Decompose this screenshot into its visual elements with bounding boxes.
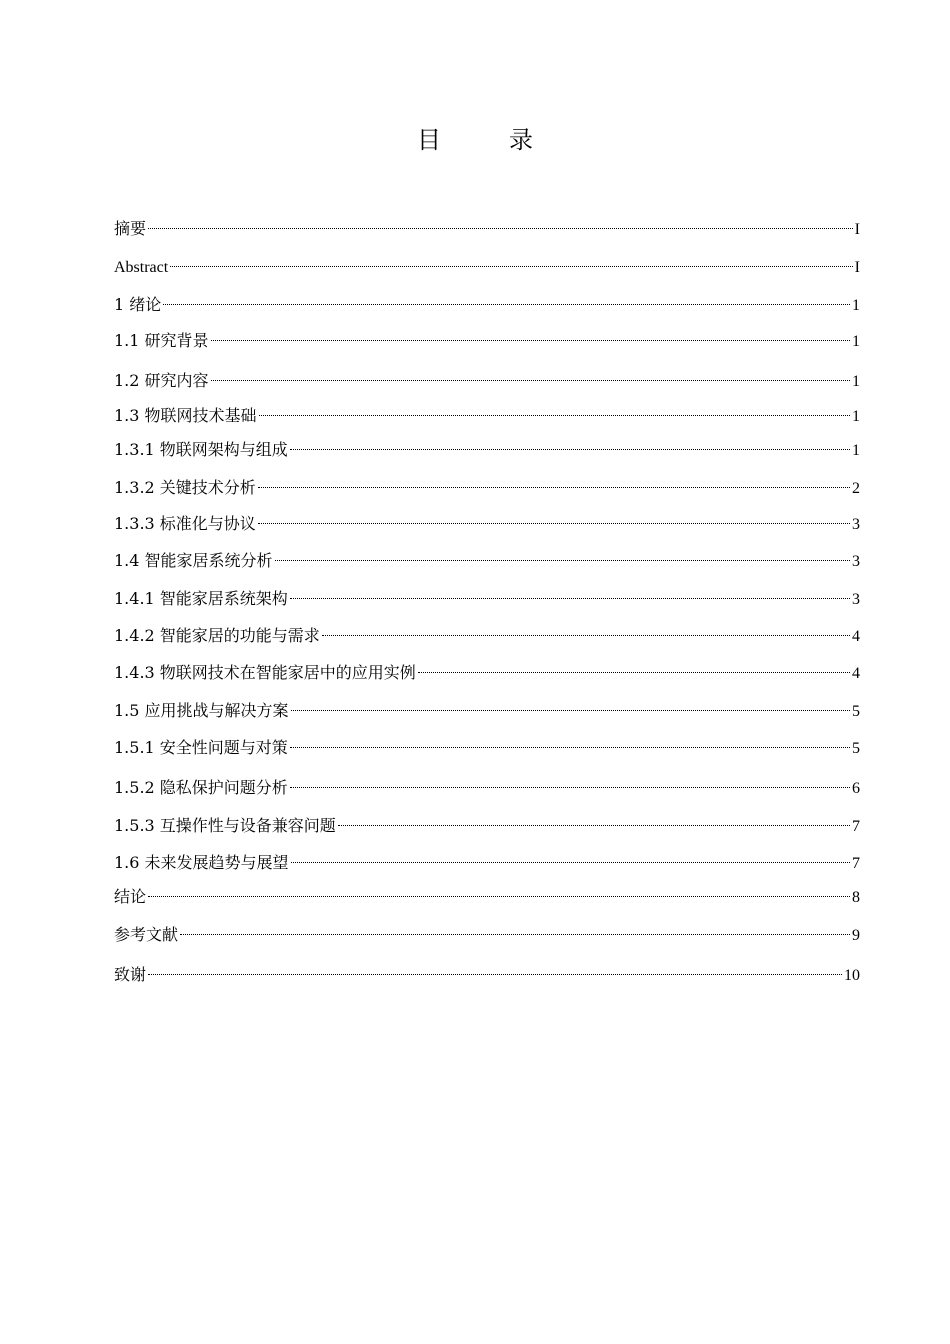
toc-entry-label: Abstract [114, 259, 169, 276]
toc-entry-page: 1 [852, 373, 860, 390]
dot-leader [148, 896, 850, 897]
toc-entry-label: 1.3.1 物联网架构与组成 [114, 440, 288, 459]
toc-entry-label: 1.4.1 智能家居系统架构 [114, 589, 288, 608]
toc-entry-label: 1.4.3 物联网技术在智能家居中的应用实例 [114, 663, 416, 682]
toc-entry-page: 5 [852, 703, 860, 720]
dot-leader [290, 449, 850, 450]
toc-entry[interactable] [114, 369, 860, 393]
toc-entry-page: 4 [852, 628, 860, 645]
toc-entry-label: 1.6 未来发展趋势与展望 [114, 853, 289, 872]
toc-entry[interactable] [114, 329, 860, 353]
toc-entry[interactable] [114, 661, 860, 685]
dot-leader [275, 560, 850, 561]
toc-entry-page: 1 [852, 442, 860, 459]
toc-entry-label: 摘要 [114, 219, 147, 238]
toc-entry-page: I [854, 259, 860, 276]
dot-leader [163, 304, 850, 305]
toc-entry-page: 7 [852, 855, 860, 872]
dot-leader [148, 974, 842, 975]
toc-entry[interactable] [114, 963, 860, 987]
dot-leader [338, 825, 850, 826]
toc-entry-label: 1.5.2 隐私保护问题分析 [114, 778, 288, 797]
toc-entry-page: I [854, 221, 860, 238]
dot-leader [180, 934, 850, 935]
toc-entry[interactable] [114, 476, 860, 500]
toc-entry-label: 参考文献 [114, 925, 179, 944]
toc-entry-page: 10 [844, 967, 860, 984]
toc-entry[interactable] [114, 776, 860, 800]
dot-leader [290, 747, 850, 748]
toc-entry-label: 1.2 研究内容 [114, 371, 209, 390]
toc-entry[interactable] [114, 885, 860, 909]
toc-entry[interactable] [114, 549, 860, 573]
toc-entry-label: 1.5.1 安全性问题与对策 [114, 738, 288, 757]
dot-leader [291, 862, 850, 863]
dot-leader [290, 787, 850, 788]
dot-leader [170, 266, 852, 267]
dot-leader [291, 710, 850, 711]
dot-leader [322, 635, 850, 636]
dot-leader [148, 228, 853, 229]
dot-leader [258, 523, 850, 524]
page-title: 目 录 [417, 126, 555, 154]
dot-leader [211, 340, 850, 341]
toc-entry[interactable] [114, 587, 860, 611]
toc-entry-label: 1.3.2 关键技术分析 [114, 478, 256, 497]
toc-entry-page: 9 [852, 927, 860, 944]
toc-entry[interactable] [114, 923, 860, 947]
dot-leader [211, 380, 850, 381]
toc-entry-label: 1 绪论 [114, 295, 162, 314]
toc-entry[interactable] [114, 293, 860, 317]
toc-entry-label: 致谢 [114, 965, 147, 984]
dot-leader [258, 487, 850, 488]
toc-entry-label: 1.1 研究背景 [114, 331, 209, 350]
toc-entry-page: 2 [852, 480, 860, 497]
toc-entry-label: 1.5.3 互操作性与设备兼容问题 [114, 816, 336, 835]
dot-leader [290, 598, 850, 599]
toc-entry-page: 8 [852, 889, 860, 906]
toc-entry[interactable] [114, 814, 860, 838]
toc-entry-page: 3 [852, 553, 860, 570]
toc-entry[interactable] [114, 624, 860, 648]
toc-entry-page: 1 [852, 297, 860, 314]
toc-entry-label: 1.3 物联网技术基础 [114, 406, 257, 425]
dot-leader [418, 672, 850, 673]
toc-entry-label: 1.3.3 标准化与协议 [114, 514, 256, 533]
toc-entry-page: 5 [852, 740, 860, 757]
toc-entry[interactable] [114, 404, 860, 428]
dot-leader [259, 415, 850, 416]
toc-entry[interactable] [114, 851, 860, 875]
toc-entry-page: 6 [852, 780, 860, 797]
toc-entry[interactable] [114, 512, 860, 536]
toc-entry[interactable] [114, 438, 860, 462]
toc-entry-page: 3 [852, 591, 860, 608]
toc-entry[interactable] [114, 699, 860, 723]
toc-entry-page: 7 [852, 818, 860, 835]
toc-entry[interactable] [114, 256, 860, 280]
toc-entry-label: 1.4 智能家居系统分析 [114, 551, 273, 570]
toc-entry-page: 4 [852, 665, 860, 682]
toc-entry-page: 1 [852, 408, 860, 425]
toc-entry-page: 3 [852, 516, 860, 533]
toc-entry[interactable] [114, 736, 860, 760]
toc-entry-label: 1.5 应用挑战与解决方案 [114, 701, 289, 720]
toc-entry-page: 1 [852, 333, 860, 350]
toc-entry-label: 结论 [114, 887, 147, 906]
toc-entry-label: 1.4.2 智能家居的功能与需求 [114, 626, 320, 645]
toc-entry[interactable] [114, 217, 860, 241]
